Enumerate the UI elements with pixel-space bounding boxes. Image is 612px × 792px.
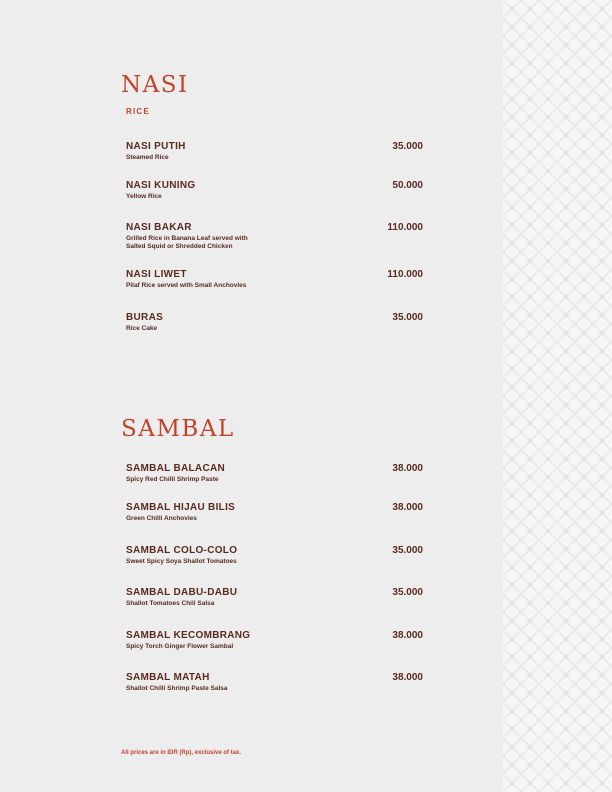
menu-item bbox=[126, 463, 423, 484]
item-name: NASI LIWET bbox=[126, 269, 187, 280]
item-description: Shallot Chilli Shrimp Paste Salsa bbox=[126, 685, 228, 692]
item-description: Shallot Tomatoes Chili Salsa bbox=[126, 600, 215, 607]
menu-item bbox=[126, 630, 423, 651]
item-price: 35.000 bbox=[392, 587, 423, 598]
price-footnote: All prices are in IDR (Rp), exclusive of tax. bbox=[121, 750, 242, 756]
section-subtitle-rice: RICE bbox=[126, 107, 150, 116]
item-price: 38.000 bbox=[392, 502, 423, 513]
menu-item bbox=[126, 502, 423, 523]
item-description: Sweet Spicy Soya Shallot Tomatoes bbox=[126, 558, 237, 565]
item-name: SAMBAL COLO-COLO bbox=[126, 545, 238, 556]
item-name: NASI KUNING bbox=[126, 180, 196, 191]
item-price: 38.000 bbox=[392, 463, 423, 474]
item-description: Steamed Rice bbox=[126, 154, 169, 161]
item-price: 110.000 bbox=[387, 222, 423, 233]
item-name: SAMBAL DABU-DABU bbox=[126, 587, 238, 598]
menu-item bbox=[126, 180, 423, 201]
item-price: 35.000 bbox=[392, 312, 423, 323]
item-name: SAMBAL KECOMBRANG bbox=[126, 630, 251, 641]
item-description: Yellow Rice bbox=[126, 193, 162, 200]
item-description: Spicy Torch Ginger Flower Sambal bbox=[126, 643, 234, 650]
item-price: 35.000 bbox=[392, 545, 423, 556]
decorative-pattern-panel bbox=[503, 0, 612, 792]
item-price: 35.000 bbox=[392, 141, 423, 152]
item-name: NASI PUTIH bbox=[126, 141, 186, 152]
item-description: Rice Cake bbox=[126, 325, 158, 332]
menu-item bbox=[126, 222, 423, 251]
section-title-nasi: NASI bbox=[121, 72, 189, 98]
item-name: SAMBAL HIJAU BILIS bbox=[126, 502, 236, 513]
item-price: 38.000 bbox=[392, 630, 423, 641]
item-name: SAMBAL BALACAN bbox=[126, 463, 226, 474]
item-description: Green Chilli Anchovies bbox=[126, 515, 197, 522]
item-price: 110.000 bbox=[387, 269, 423, 280]
item-description: Pilaf Rice served with Small Anchovies bbox=[126, 282, 247, 289]
menu-item bbox=[126, 672, 423, 693]
menu-item bbox=[126, 141, 423, 162]
item-description: Grilled Rice in Banana Leaf served with Salted Squid or Shredded Chicken bbox=[126, 235, 248, 250]
item-price: 50.000 bbox=[392, 180, 423, 191]
menu-item bbox=[126, 312, 423, 333]
item-name: NASI BAKAR bbox=[126, 222, 192, 233]
menu-item bbox=[126, 587, 423, 608]
section-title-sambal: SAMBAL bbox=[121, 416, 235, 442]
menu-item bbox=[126, 269, 423, 290]
item-name: BURAS bbox=[126, 312, 164, 323]
item-price: 38.000 bbox=[392, 672, 423, 683]
menu-item bbox=[126, 545, 423, 566]
item-name: SAMBAL MATAH bbox=[126, 672, 210, 683]
item-description: Spicy Red Chilli Shrimp Paste bbox=[126, 476, 219, 483]
